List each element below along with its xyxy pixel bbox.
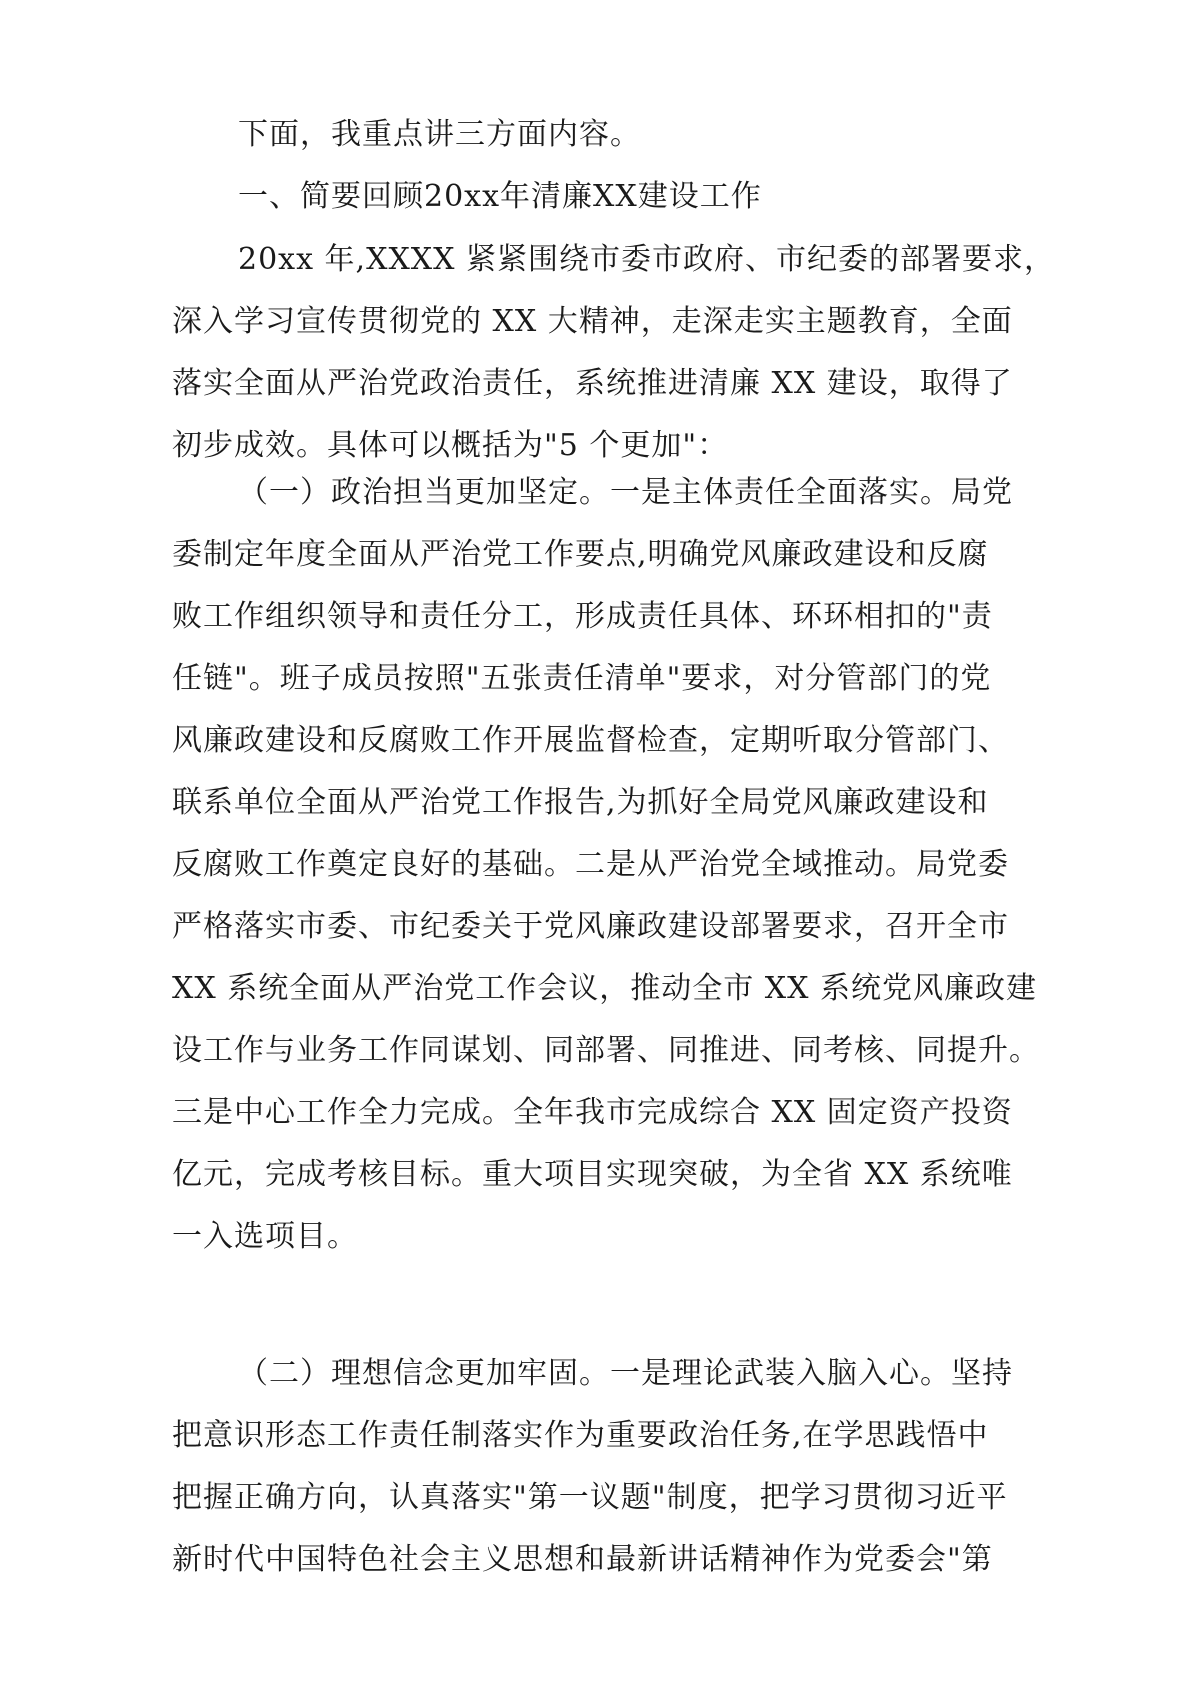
paragraph-line: （二）理想信念更加牢固。一是理论武装入脑入心。坚持 xyxy=(238,1356,1013,1391)
paragraph-line: XX 系统全面从严治党工作会议，推动全市 XX 系统党风廉政建 xyxy=(172,971,1038,1006)
paragraph-line: 严格落实市委、市纪委关于党风廉政建设部署要求，召开全市 xyxy=(172,909,1009,944)
paragraph-line: 任链"。班子成员按照"五张责任清单"要求，对分管部门的党 xyxy=(172,661,992,696)
paragraph-line: （一）政治担当更加坚定。一是主体责任全面落实。局党 xyxy=(238,475,1013,510)
intro-text: 下面，我重点讲三方面内容。 xyxy=(238,117,641,152)
section-heading-text: 一、简要回顾20xx年清廉XX建设工作 xyxy=(238,179,762,214)
paragraph-line: 一入选项目。 xyxy=(172,1219,358,1254)
paragraph-line: 三是中心工作全力完成。全年我市完成综合 XX 固定资产投资 xyxy=(172,1095,1013,1130)
paragraph-line: 深入学习宣传贯彻党的 XX 大精神，走深走实主题教育，全面 xyxy=(172,304,1013,339)
section-heading xyxy=(172,166,1094,228)
paragraph-line: 委制定年度全面从严治党工作要点,明确党风廉政建设和反腐 xyxy=(172,537,989,572)
overview-paragraph xyxy=(172,229,1056,477)
paragraph-line: 风廉政建设和反腐败工作开展监督检查，定期听取分管部门、 xyxy=(172,723,1009,758)
paragraph-line: 反腐败工作奠定良好的基础。二是从严治党全域推动。局党委 xyxy=(172,847,1009,882)
paragraph-line: 败工作组织领导和责任分工，形成责任具体、环环相扣的"责 xyxy=(172,599,993,634)
paragraph-line: 把握正确方向，认真落实"第一议题"制度，把学习贯彻习近平 xyxy=(172,1480,1008,1515)
intro-paragraph xyxy=(172,104,1094,166)
paragraph-line: 新时代中国特色社会主义思想和最新讲话精神作为党委会"第 xyxy=(172,1542,993,1577)
part-one-paragraph xyxy=(172,462,1040,1268)
paragraph-line: 亿元，完成考核目标。重大项目实现突破，为全省 XX 系统唯 xyxy=(172,1157,1013,1192)
paragraph-line: 设工作与业务工作同谋划、同部署、同推进、同考核、同提升。 xyxy=(172,1033,1040,1068)
paragraph-line: 初步成效。具体可以概括为"5 个更加"： xyxy=(172,428,729,463)
paragraph-line: 把意识形态工作责任制落实作为重要政治任务,在学思践悟中 xyxy=(172,1418,989,1453)
paragraph-line: 联系单位全面从严治党工作报告,为抓好全局党风廉政建设和 xyxy=(172,785,989,820)
paragraph-line: 落实全面从严治党政治责任，系统推进清廉 XX 建设，取得了 xyxy=(172,366,1013,401)
paragraph-line: 20xx 年,XXXX 紧紧围绕市委市政府、市纪委的部署要求， xyxy=(238,242,1056,277)
part-two-paragraph xyxy=(172,1343,1028,1591)
